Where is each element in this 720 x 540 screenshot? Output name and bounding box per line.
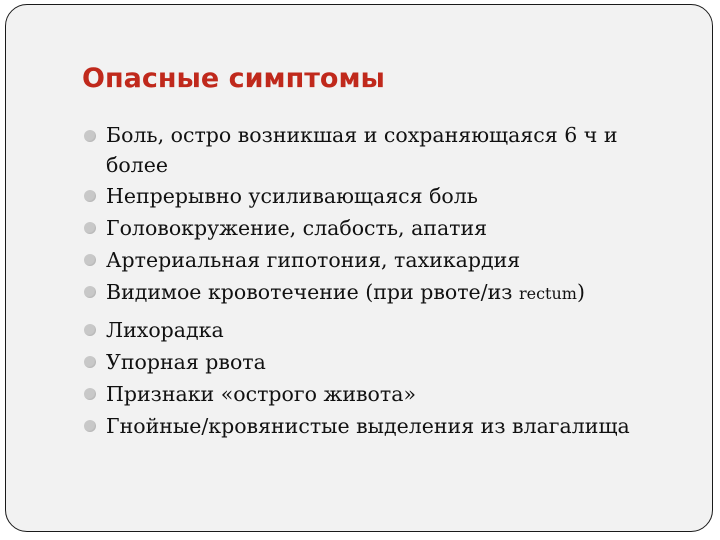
symptoms-list xyxy=(84,120,694,442)
bullet-icon xyxy=(84,356,96,368)
slide-title: Опасные симптомы xyxy=(82,63,385,94)
list-item xyxy=(84,212,694,244)
list-item-text: Боль, остро возникшая и сохраняющаяся 6 ч и xyxy=(106,123,618,147)
bullet-icon xyxy=(84,420,96,432)
bullet-icon xyxy=(84,130,96,142)
list-item-text-end: ) xyxy=(576,280,585,304)
bullet-icon xyxy=(84,388,96,400)
list-item xyxy=(84,410,694,442)
list-item-text: Головокружение, слабость, апатия xyxy=(106,216,488,240)
list-item-text: Упорная рвота xyxy=(106,350,266,374)
list-item xyxy=(84,276,694,310)
bullet-icon xyxy=(84,254,96,266)
list-item xyxy=(84,346,694,378)
list-item xyxy=(84,180,694,212)
slide-frame xyxy=(5,4,713,532)
list-item-latin-word: rectum xyxy=(518,284,577,303)
bullet-icon xyxy=(84,190,96,202)
bullet-icon xyxy=(84,324,96,336)
list-item-text: Гнойные/кровянистые выделения из влагалища xyxy=(106,414,630,438)
list-item-text: Непрерывно усиливающаяся боль xyxy=(106,184,478,208)
list-item xyxy=(84,244,694,276)
list-item-text: Лихорадка xyxy=(106,318,224,342)
list-item xyxy=(84,314,694,346)
list-item-text: Артериальная гипотония, тахикардия xyxy=(106,248,521,272)
list-item xyxy=(84,378,694,410)
list-item-text: Признаки «острого живота» xyxy=(106,382,417,406)
bullet-icon xyxy=(84,286,96,298)
bullet-icon xyxy=(84,222,96,234)
list-item-text: Видимое кровотечение (при рвоте/из xyxy=(106,280,519,304)
list-item xyxy=(84,120,694,180)
list-item-text-continued: более xyxy=(106,153,168,177)
